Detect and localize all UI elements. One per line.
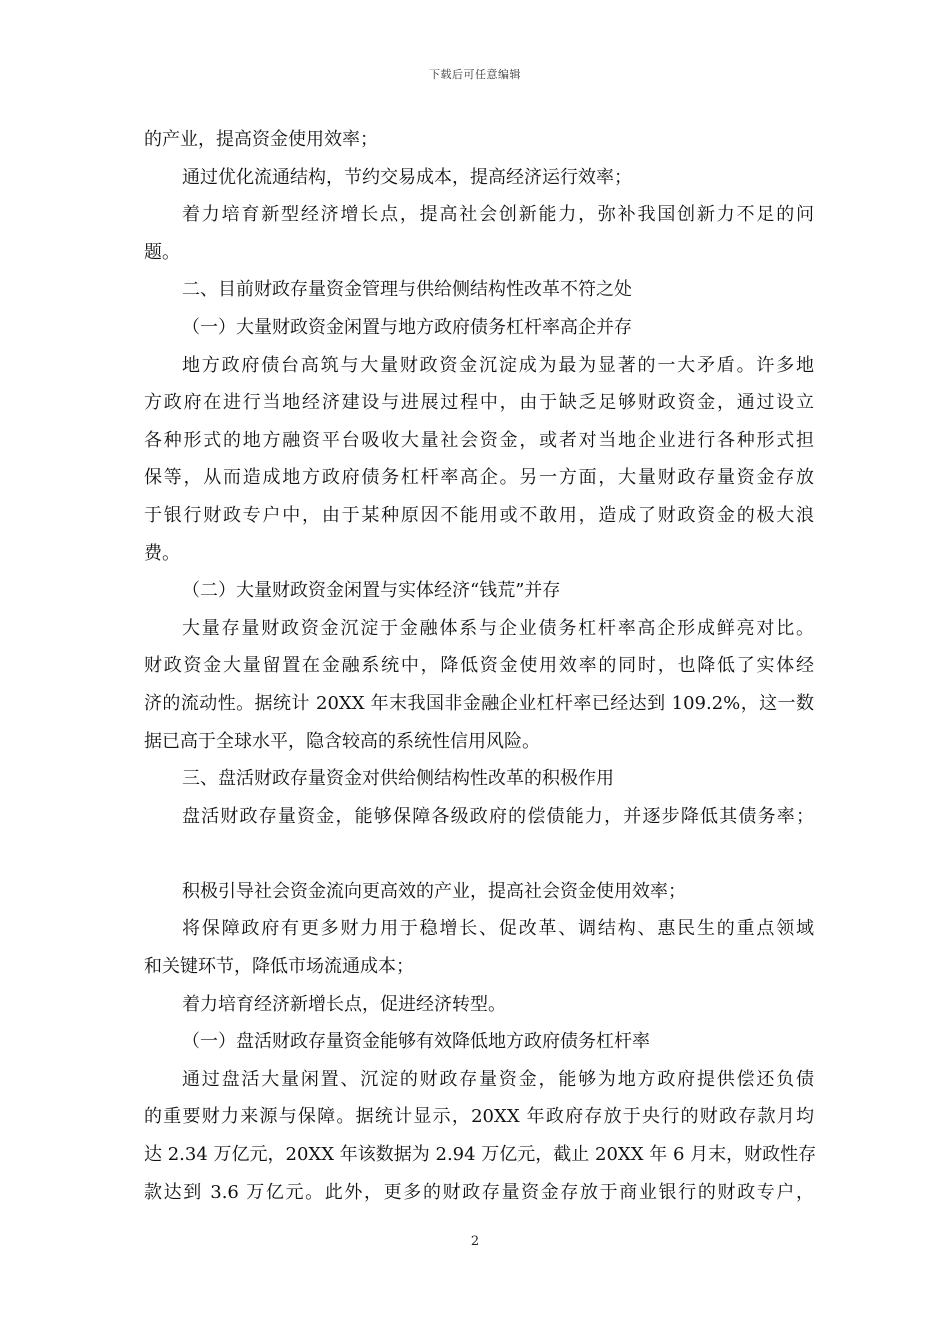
text-line: 济的流动性。据统计 20XX 年末我国非金融企业杠杆率已经达到 109.2%，这一数 [144, 692, 814, 714]
text-line: 保等，从而造成地方政府债务杠杆率高企。另一方面，大量财政存量资金存放 [144, 467, 814, 489]
text-line: 着力培育新型经济增长点，提高社会创新能力，弥补我国创新力不足的问 [182, 204, 814, 226]
text-line: 于银行财政专户中，由于某种原因不能用或不敢用，造成了财政资金的极大浪 [144, 504, 814, 526]
text-line: 积极引导社会资金流向更高效的产业，提高社会资金使用效率； [182, 880, 686, 902]
text-line: 费。 [144, 542, 180, 564]
text-line: 大量存量财政资金沉淀于金融体系与企业债务杠杆率高企形成鲜亮对比。 [182, 617, 814, 639]
text-line: 财政资金大量留置在金融系统中，降低资金使用效率的同时，也降低了实体经 [144, 655, 814, 677]
page-header: 下载后可任意编辑 [429, 68, 521, 81]
text-line: 方政府在进行当地经济建设与进展过程中，由于缺乏足够财政资金，通过设立 [144, 392, 814, 414]
text-line: 盘活财政存量资金，能够保障各级政府的偿债能力，并逐步降低其债务率； [182, 805, 814, 827]
text-line: 题。 [144, 241, 180, 263]
subsection-heading: （一）大量财政资金闲置与地方政府债务杠杆率高企并存 [182, 316, 632, 338]
text-line: 的产业，提高资金使用效率； [144, 129, 378, 150]
text-line: 和关键环节，降低市场流通成本； [144, 956, 414, 978]
text-line: 将保障政府有更多财力用于稳增长、促改革、调结构、惠民生的重点领域 [182, 918, 814, 940]
section-heading: 三、盘活财政存量资金对供给侧结构性改革的积极作用 [182, 768, 614, 790]
page-number: 2 [470, 1234, 480, 1249]
text-line: 据已高于全球水平，隐含较高的系统性信用风险。 [144, 730, 540, 752]
section-heading: 二、目前财政存量资金管理与供给侧结构性改革不符之处 [182, 279, 632, 301]
text-line: 着力培育经济新增长点，促进经济转型。 [182, 993, 506, 1015]
text-line: 地方政府债台高筑与大量财政资金沉淀成为最为显著的一大矛盾。许多地 [182, 354, 814, 376]
document-body [144, 121, 817, 1211]
subsection-heading: （一）盘活财政存量资金能够有效降低地方政府债务杠杆率 [182, 1031, 650, 1053]
text-line: 达 2.34 万亿元，20XX 年该数据为 2.94 万亿元，截止 20XX 年 6 月末，财政性存 [144, 1144, 817, 1166]
text-line: 款达到 3.6 万亿元。此外，更多的财政存量资金存放于商业银行的财政专户， [144, 1181, 814, 1203]
subsection-heading: （二）大量财政资金闲置与实体经济“钱荒”并存 [182, 580, 561, 602]
text-line: 各种形式的地方融资平台吸收大量社会资金，或者对当地企业进行各种形式担 [144, 429, 814, 451]
text-line: 的重要财力来源与保障。据统计显示，20XX 年政府存放于央行的财政存款月均 [144, 1106, 814, 1128]
blank-line [144, 835, 814, 873]
text-line: 通过盘活大量闲置、沉淀的财政存量资金，能够为地方政府提供偿还负债 [182, 1068, 814, 1090]
text-line: 通过优化流通结构，节约交易成本，提高经济运行效率； [182, 166, 632, 188]
